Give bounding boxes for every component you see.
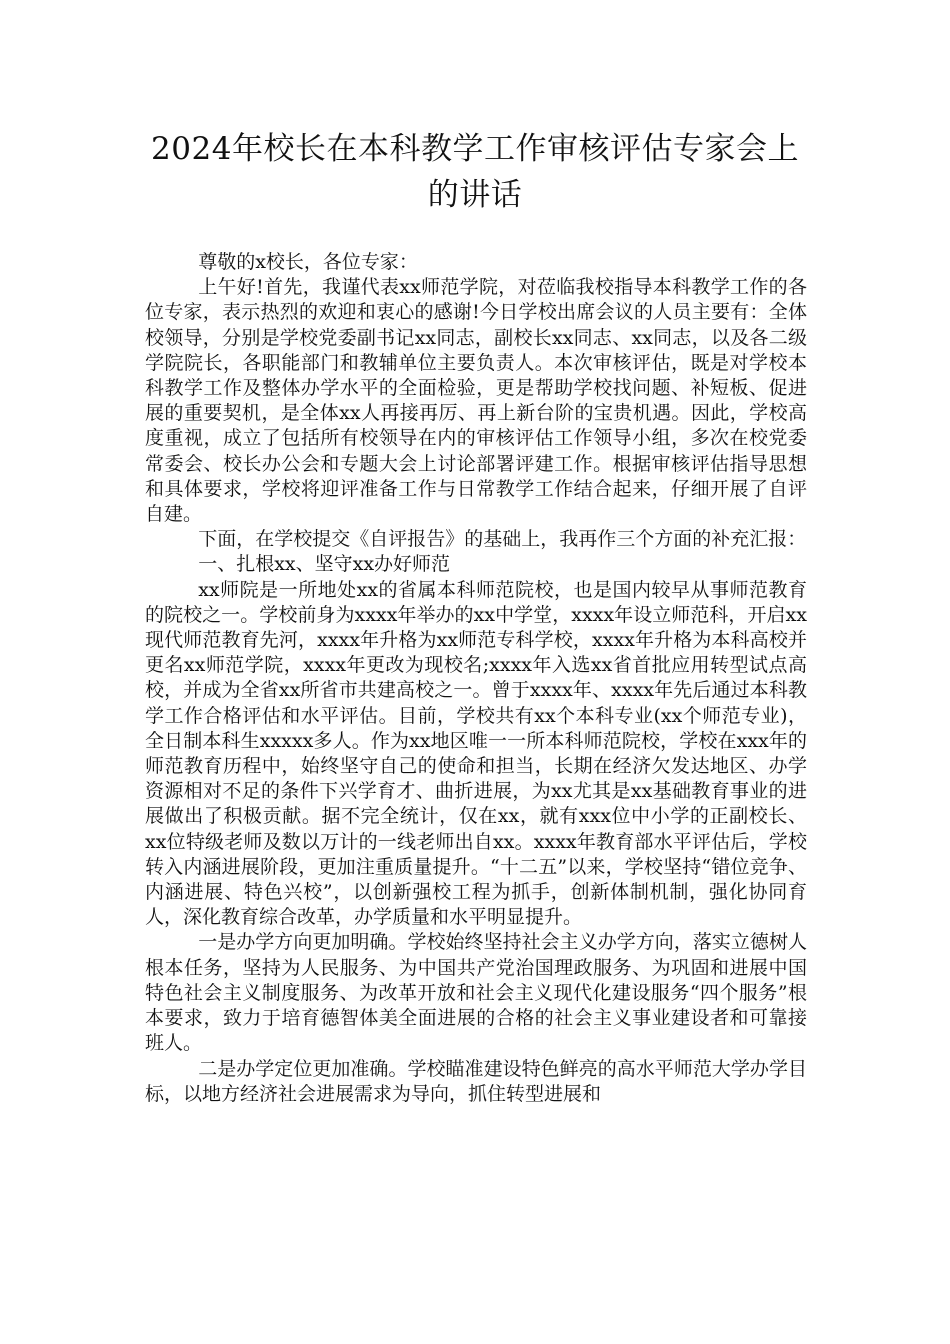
paragraph-direction: 一是办学方向更加明确。学校始终坚持社会主义办学方向，落实立德树人根本任务，坚持为人民服务、为中国共产党治国理政服务、为巩固和进展中国特色社会主义制度服务、为改革开放和社会主义现代化建设服务“四个服务”根本要求，致力于培育德智体美全面进展的合格的社会主义事业建设者和可靠接班人。 <box>145 931 807 1055</box>
paragraph-positioning: 二是办学定位更加准确。学校瞄准建设特色鲜亮的高水平师范大学办学目标，以地方经济社会进展需求为导向，抓住转型进展和 <box>145 1057 807 1105</box>
section-heading-1: 一、扎根xx、坚守xx办好师范 <box>198 553 451 576</box>
document-title: 2024年校长在本科教学工作审核评估专家会上的讲话 <box>151 131 799 213</box>
paragraph-opening: 上午好!首先，我谨代表xx师范学院，对莅临我校指导本科教学工作的各位专家，表示热烈的欢迎和衷心的感谢!今日学校出席会议的人员主要有：全体校领导，分别是学校党委副书记xx同志，副校长xx同志、xx同志，以及各二级学院院长，各职能部门和教辅单位主要负责人。本次审核评估，既是对学校本科教学工作及整体办学水平的全面检验，更是帮助学校找问题、补短板、促进展的重要契机，是全体xx人再接再厉、再上新台阶的宝贵机遇。因此，学校高度重视，成立了包括所有校领导在内的审核评估工作领导小组，多次在校党委常委会、校长办公会和专题大会上讨论部署评建工作。根据审核评估指导思想和具体要求，学校将迎评准备工作与日常教学工作结合起来，仔细开展了自评自建。 <box>145 276 807 526</box>
paragraph-history: xx师院是一所地处xx的省属本科师范院校，也是国内较早从事师范教育的院校之一。学校前身为xxxx年举办的xx中学堂，xxxx年设立师范科，开启xx现代师范教育先河，xxxx年升格为xx师范专科学校，xxxx年升格为本科高校并更名xx师范学院，xxxx年更改为现校名;xxxx年入选xx省首批应用转型试点高校，并成为全省xx所省市共建高校之一。曾于xxxx年、xxxx年先后通过本科教学工作合格评估和水平评估。目前，学校共有xx个本科专业(xx个师范专业)，全日制本科生xxxxx多人。作为xx地区唯一一所本科师范院校，学校在xxx年的师范教育历程中，始终坚守自己的使命和担当，长期在经济欠发达地区、办学资源相对不足的条件下兴学育才、曲折进展，为xx尤其是xx基础教育事业的进展做出了积极贡献。据不完全统计，仅在xx，就有xxx位中小学的正副校长、xx位特级老师及数以万计的一线老师出自xx。xxxx年教育部水平评估后，学校转入内涵进展阶段，更加注重质量提升。“十二五”以来，学校坚持“错位竞争、内涵进展、特色兴校”，以创新强校工程为抓手，创新体制机制，强化协同育人，深化教育综合改革，办学质量和水平明显提升。 <box>145 578 807 929</box>
salutation: 尊敬的x校长，各位专家： <box>198 251 418 273</box>
document-body <box>145 250 807 1107</box>
paragraph-supplement-intro: 下面，在学校提交《自评报告》的基础上，我再作三个方面的补充汇报： <box>198 528 807 551</box>
